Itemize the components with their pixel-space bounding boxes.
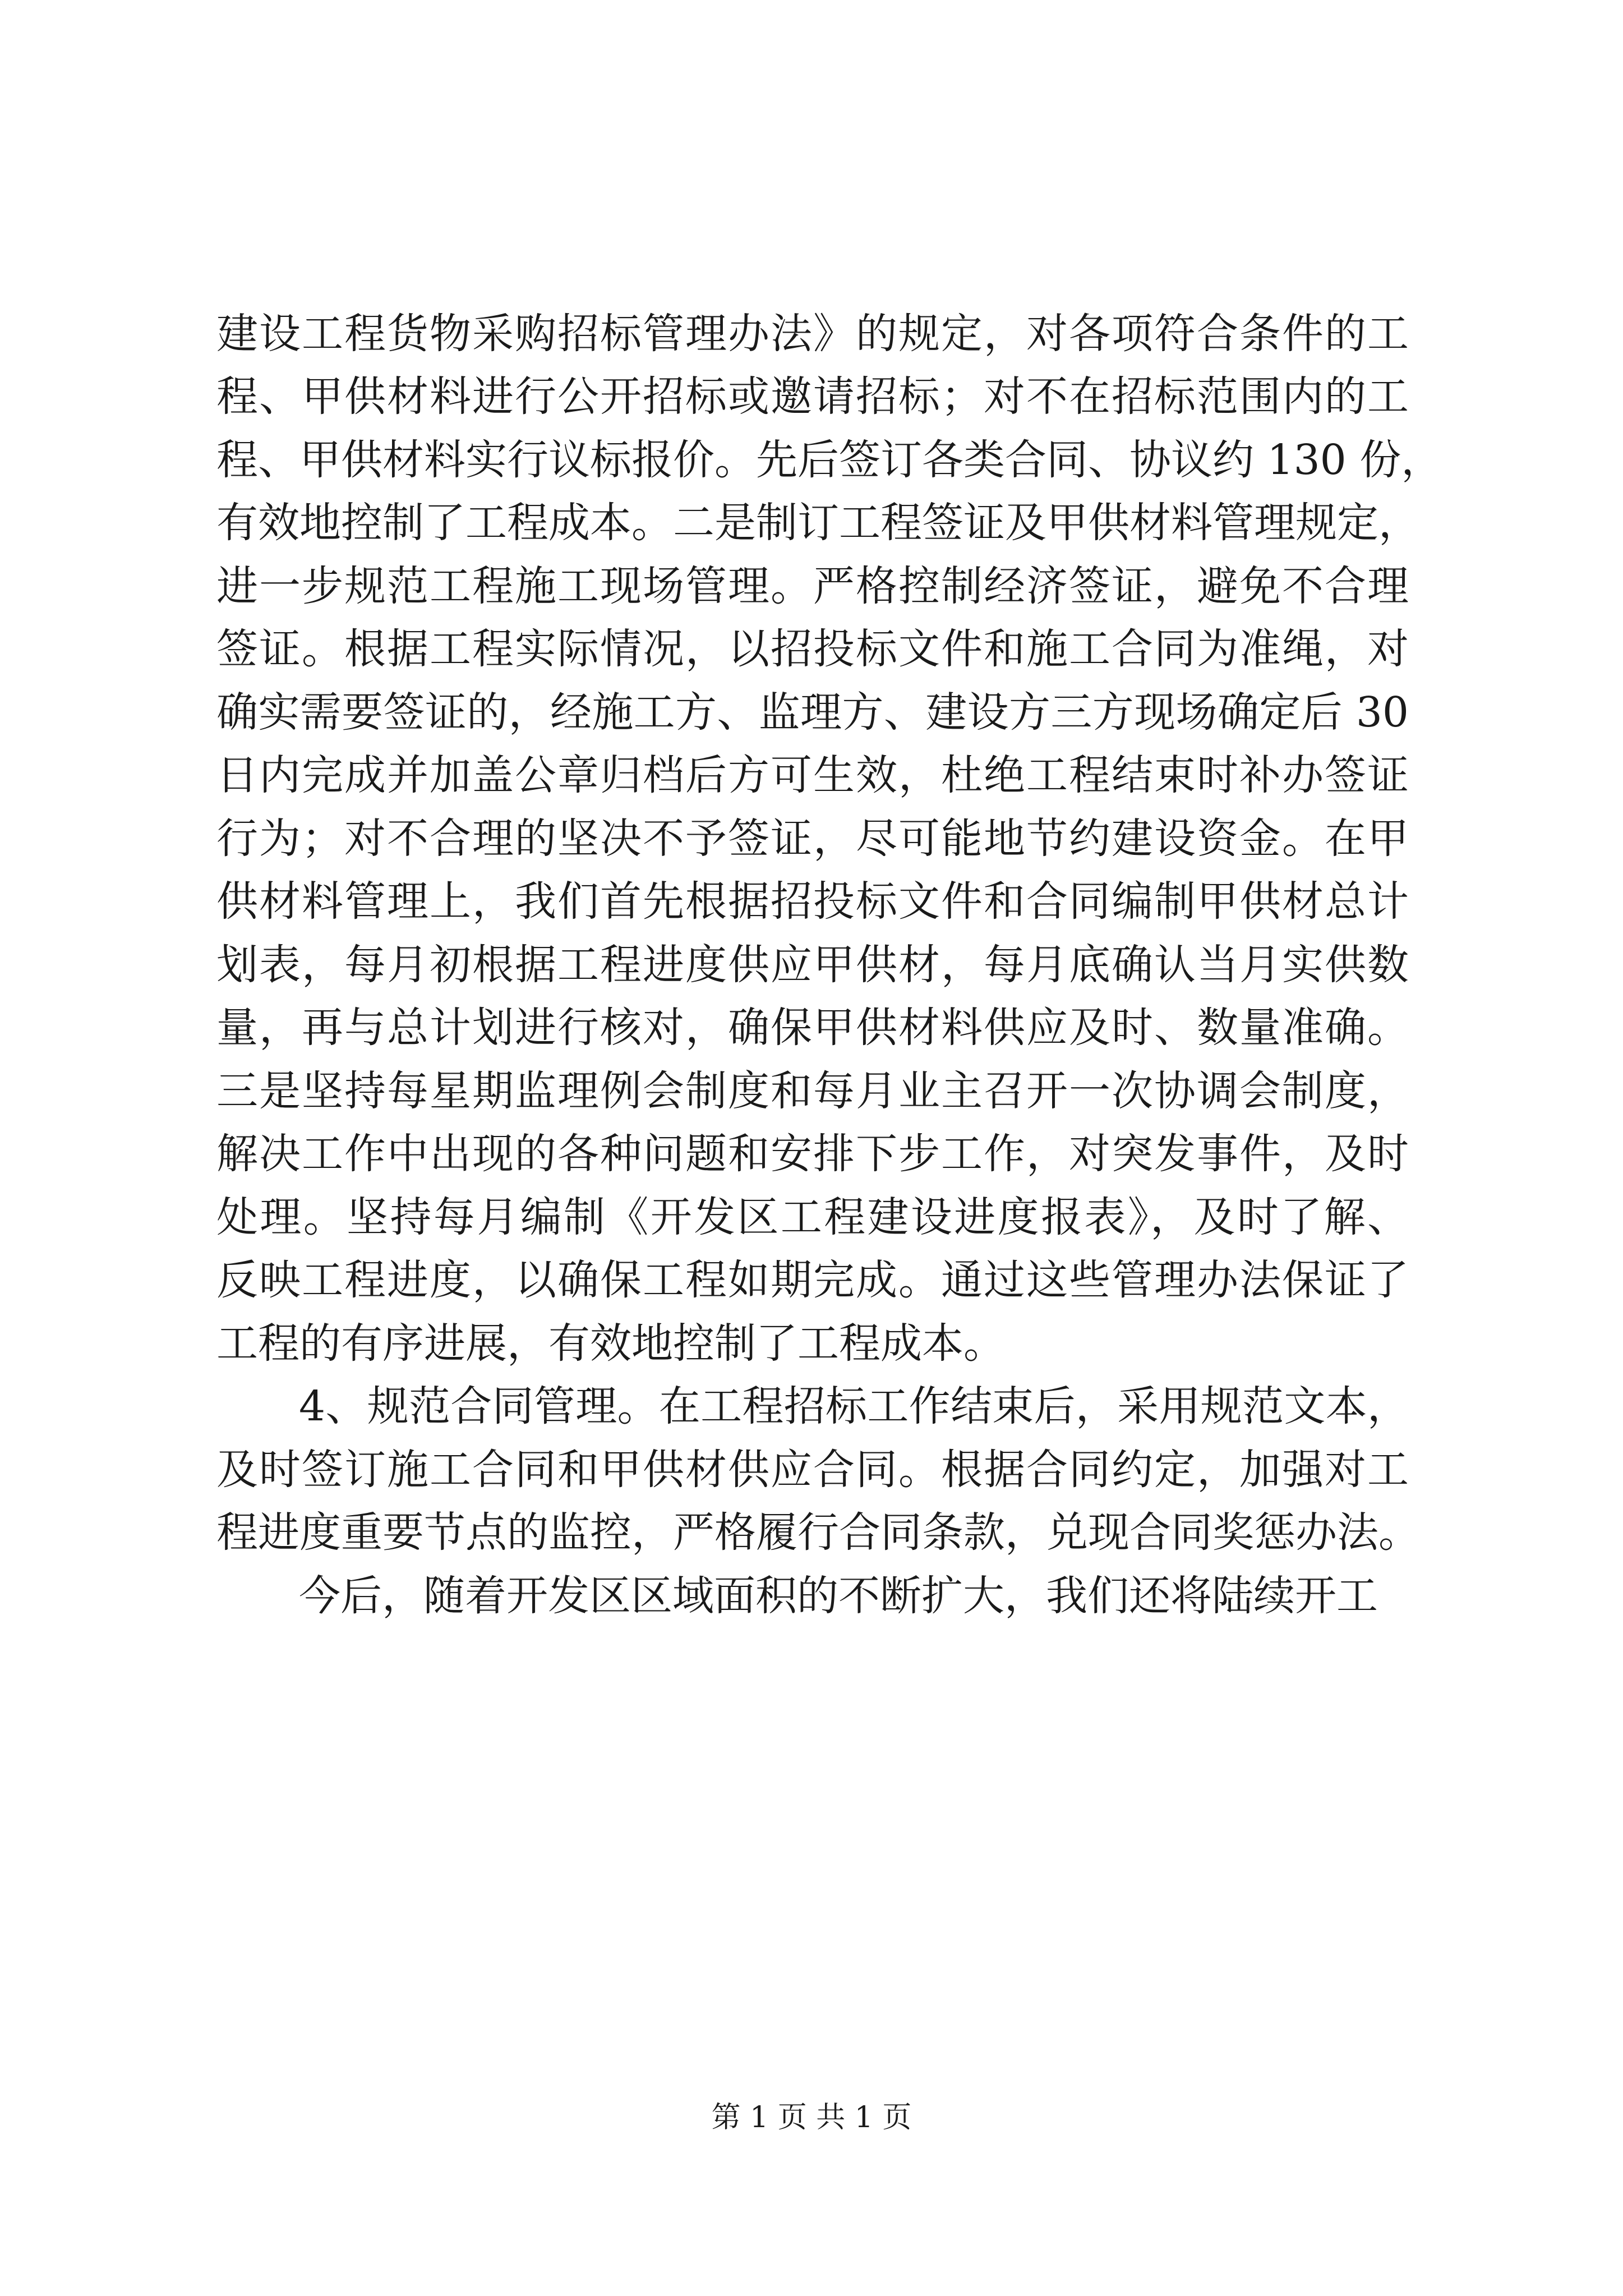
body-text-line: 划表，每月初根据工程进度供应甲供材，每月底确认当月实供数	[216, 941, 1409, 989]
body-text-line: 及时签订施工合同和甲供材供应合同。根据合同约定，加强对工	[216, 1446, 1409, 1494]
body-text-line: 反映工程进度，以确保工程如期完成。通过这些管理办法保证了	[216, 1256, 1409, 1304]
body-text-line: 处理。坚持每月编制《开发区工程建设进度报表》，及时了解、	[216, 1193, 1409, 1241]
page-footer: 第 1 页 共 1 页	[711, 2101, 912, 2134]
body-text-line: 工程的有序进展，有效地控制了工程成本。	[216, 1319, 1005, 1368]
body-text-line: 确实需要签证的，经施工方、监理方、建设方三方现场确定后 30	[216, 688, 1409, 737]
body-text-line: 日内完成并加盖公章归档后方可生效，杜绝工程结束时补办签证	[216, 751, 1409, 799]
body-text-line: 建设工程货物采购招标管理办法》的规定，对各项符合条件的工	[216, 310, 1409, 358]
body-text-line: 进一步规范工程施工现场管理。严格控制经济签证，避免不合理	[216, 562, 1409, 610]
body-text-line: 今后，随着开发区区域面积的不断扩大，我们还将陆续开工	[299, 1572, 1378, 1620]
body-text-line: 程进度重要节点的监控，严格履行合同条款，兑现合同奖惩办法。	[216, 1508, 1420, 1557]
body-text-line: 4、规范合同管理。在工程招标工作结束后，采用规范文本，	[299, 1382, 1409, 1430]
body-text-line: 程、甲供材料进行公开招标或邀请招标；对不在招标范围内的工	[216, 372, 1409, 421]
body-text-line: 供材料管理上，我们首先根据招投标文件和合同编制甲供材总计	[216, 877, 1409, 926]
body-text-line: 解决工作中出现的各种问题和安排下步工作，对突发事件，及时	[216, 1130, 1409, 1178]
body-text-line: 程、甲供材料实行议标报价。先后签订各类合同、协议约 130 份，	[216, 436, 1443, 484]
body-text-line: 签证。根据工程实际情况，以招投标文件和施工合同为准绳，对	[216, 625, 1409, 673]
body-text-line: 行为；对不合理的坚决不予签证，尽可能地节约建设资金。在甲	[216, 815, 1409, 863]
body-text-line: 三是坚持每星期监理例会制度和每月业主召开一次协调会制度，	[216, 1067, 1409, 1115]
body-text-line: 有效地控制了工程成本。二是制订工程签证及甲供材料管理规定，	[216, 499, 1420, 547]
body-text-line: 量，再与总计划进行核对，确保甲供材料供应及时、数量准确。	[216, 1004, 1409, 1052]
